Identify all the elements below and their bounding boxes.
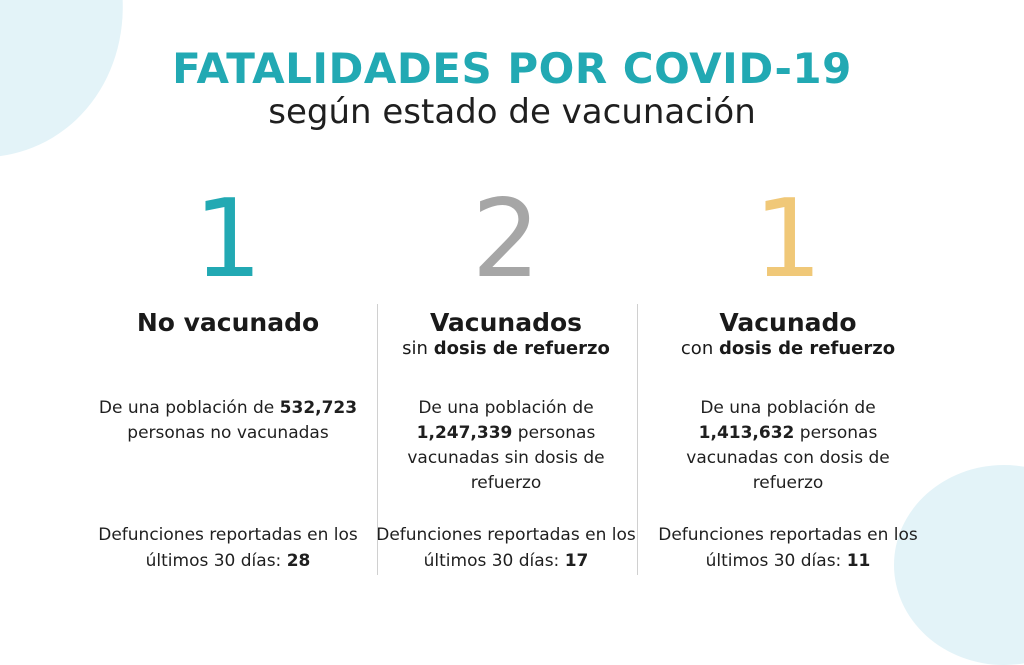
deaths-value: 11 (846, 551, 871, 571)
column-unvaccinated (98, 177, 358, 338)
population-value: 532,723 (279, 398, 358, 418)
column-subheading (376, 338, 636, 360)
population-suffix: personas vacunadas con dosis de refuerzo (686, 423, 890, 493)
population-text (366, 396, 646, 496)
column-vaccinated-no-booster (376, 177, 636, 360)
population-value: 1,247,339 (416, 423, 513, 443)
page-title: FATALIDADES POR COVID-19 (172, 44, 852, 93)
deaths-text (648, 522, 928, 574)
deaths-text (88, 522, 368, 574)
deaths-value: 28 (286, 551, 311, 571)
column-heading: Vacunado (719, 308, 857, 337)
deaths-value: 17 (564, 551, 589, 571)
column-vaccinated-booster (658, 177, 918, 360)
column-heading: Vacunados (429, 308, 583, 337)
ratio-number: 1 (193, 177, 263, 302)
subheading-plain: con (680, 338, 719, 359)
subheading-plain: sin (402, 338, 434, 359)
subheading-bold: dosis de refuerzo (433, 338, 610, 359)
column-subheading (658, 338, 918, 360)
subheading-bold: dosis de refuerzo (718, 338, 896, 359)
population-text (648, 396, 928, 496)
deaths-label: Defunciones reportadas en los últimos 30 días: (376, 525, 636, 571)
deaths-text (366, 522, 646, 574)
column-heading: No vacunado (136, 308, 320, 337)
population-prefix: De una población de (98, 398, 280, 418)
page-subtitle: según estado de vacunación (268, 92, 756, 132)
population-prefix: De una población de (700, 398, 876, 418)
population-value: 1,413,632 (698, 423, 795, 443)
population-text (88, 396, 368, 446)
deaths-label: Defunciones reportadas en los últimos 30 días: (658, 525, 918, 571)
population-prefix: De una población de (418, 398, 594, 418)
deaths-label: Defunciones reportadas en los últimos 30 días: (98, 525, 358, 571)
ratio-number: 1 (753, 177, 823, 302)
population-suffix: personas vacunadas sin dosis de refuerzo (407, 423, 605, 493)
ratio-number: 2 (471, 177, 541, 302)
population-suffix: personas no vacunadas (127, 423, 329, 443)
